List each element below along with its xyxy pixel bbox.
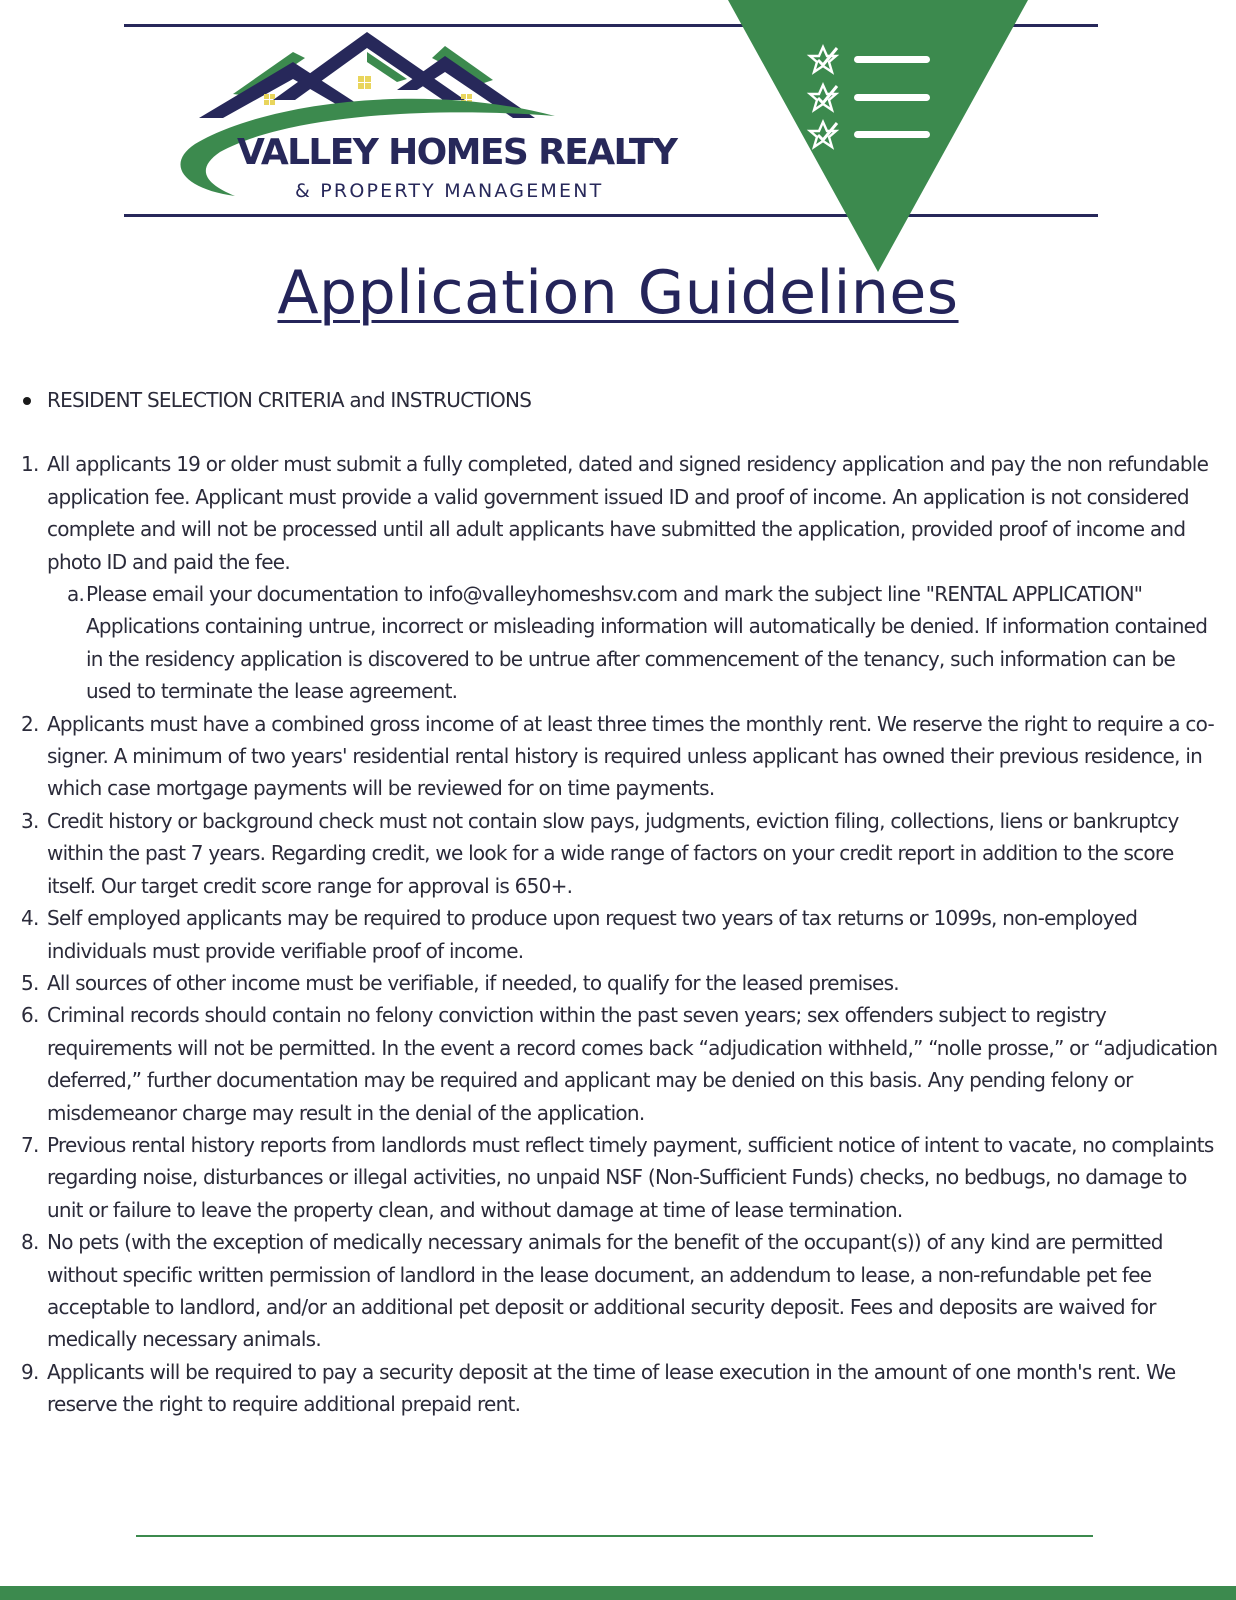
list-item [20,708,1225,805]
list-item-number: 1. [21,452,39,477]
checklist-line-icon [854,56,930,63]
checklist-line-icon [854,131,930,138]
section-heading [20,384,1225,416]
list-item [20,805,1225,902]
list-item [20,999,1225,1129]
list-item-text: Previous rental history reports from landlords must reflect timely payment, sufficient notice of intent to vacate, no complaints regarding noise, disturbances or illegal activities, no unpaid NSF (Non-Sufficient Funds) checks, no bedbugs, no damage to unit or failure to leave the property clean, and without damage at time of lease termination. [47,1132,1214,1222]
criteria-list [20,448,1225,1420]
list-item-number: 8. [21,1230,39,1255]
list-item-text: Credit history or background check must not contain slow pays, judgments, eviction filing, collections, liens or bankruptcy within the past 7 years. Regarding credit, we look for a wide range of factors on your credit report in addition to the score itself. Our target credit score range for approval is 650+. [47,808,1179,898]
list-item-text: Self employed applicants may be required to produce upon request two years of tax returns or 1099s, non-employed individuals must provide verifiable proof of income. [47,906,1138,963]
guidelines-content [20,384,1225,1421]
footer-divider [136,1535,1093,1537]
list-item-number: 7. [21,1132,39,1157]
page-title: Application Guidelines [277,258,959,328]
list-item [20,1356,1225,1421]
brand-subtitle: & PROPERTY MANAGEMENT [295,180,604,202]
checklist-line-icon [854,94,930,101]
list-item-text: All sources of other income must be verifiable, if needed, to qualify for the leased premises. [47,970,899,995]
list-item-text: Criminal records should contain no felony conviction within the past seven years; sex offenders subject to registry requirements will not be permitted. In the event a record comes back “adjudication withheld,” “nolle prosse,” or “adjudication deferred,” further documentation may be required and applicant may be denied on this basis. Any pending felony or misdemeanor charge may result in the denial of the application. [47,1003,1218,1125]
section-heading-text: RESIDENT SELECTION CRITERIA and INSTRUCTIONS [47,388,532,412]
company-logo [175,24,755,214]
list-item [20,1129,1225,1226]
list-item-number: 4. [21,906,39,931]
list-item-text: Applicants will be required to pay a security deposit at the time of lease execution in the amount of one month's rent. We reserve the right to require additional prepaid rent. [47,1359,1176,1417]
list-item-number: 3. [21,808,39,833]
list-item [20,902,1225,967]
list-item-text: Applicants must have a combined gross income of at least three times the monthly rent. We reserve the right to require a co-signer. A minimum of two years' residential rental history is required unless applicant has owned their previous residence, in which case mortgage payments will be reviewed for on time payments. [47,711,1214,801]
list-item [20,967,1225,999]
list-item [20,1226,1225,1356]
list-item-number: 5. [21,970,39,995]
list-item-number: 2. [21,711,39,736]
list-item [20,448,1225,707]
list-item-number: 9. [21,1359,39,1384]
brand-name: VALLEY HOMES REALTY [237,132,677,173]
list-item-number: 6. [21,1003,39,1028]
sub-list-item-letter: a. [67,582,85,607]
bullet-dot [23,397,31,405]
list-item-text: All applicants 19 or older must submit a fully completed, dated and signed residency application and pay the non refundable application fee. Applicant must provide a valid government issued ID and proof of income. An application is not considered complete and will not be processed until all adult applicants have submitted the application, provided proof of income and photo ID and paid the fee. [47,452,1209,574]
sub-list-item-text: Please email your documentation to info@valleyhomeshsv.com and mark the subject line "RENTAL APPLICATION" Applications containing untrue, incorrect or misleading information will automatically be denied. If information contained in the residency application is discovered to be untrue after commencement of the tenancy, such information can be used to terminate the lease agreement. [86,582,1208,704]
footer-bar [0,1586,1236,1600]
sub-list [47,578,1225,708]
sub-list-item [47,578,1225,708]
checklist-triangle [728,0,1028,275]
list-item-text: No pets (with the exception of medically necessary animals for the benefit of the occupant(s)) of any kind are permitted without specific written permission of landlord in the lease document, an addendum to lease, a non-refundable pet fee acceptable to landlord, and/or an additional pet deposit or additional security deposit. Fees and deposits are waived for medically necessary animals. [47,1230,1163,1352]
